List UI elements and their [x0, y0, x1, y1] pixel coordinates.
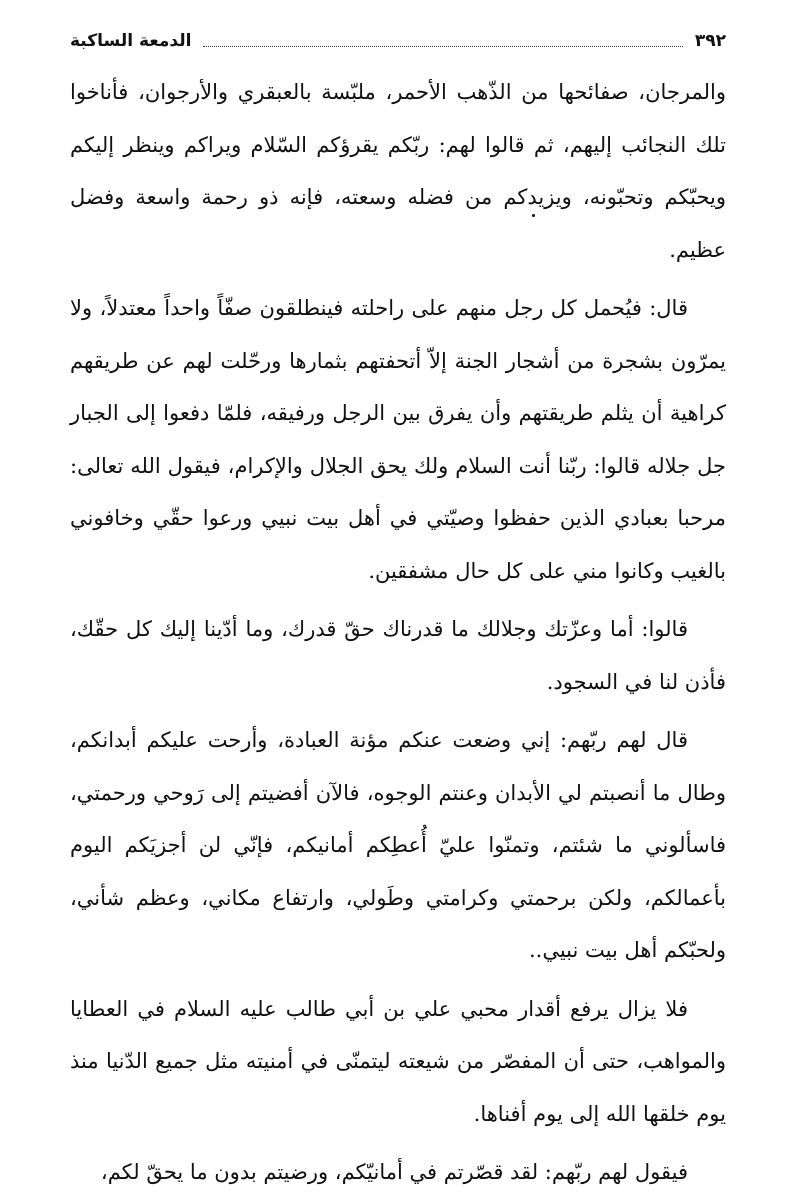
header-dotted-leader [203, 34, 682, 47]
paragraph: قالوا: أما وعزّتك وجلالك ما قدرناك حقّ قدرك، وما أدّينا إليك كل حقّك، فأذن لنا في السجود. [70, 617, 726, 694]
print-speck [532, 214, 535, 217]
page-body-text [70, 66, 726, 1199]
paragraph: قال لهم ربّهم: إني وضعت عنكم مؤنة العبادة، وأرحت عليكم أبدانكم، وطال ما أنصبتم لي الأبدان وعنتم الوجوه، فالآن أفضيتم إلى رَوحي ورحمتي، فاسألوني ما شئتم، وتمنّوا عليّ أُعطِكم أمانيكم، فإنّي لن أجزيَكم اليوم بأعمالكم، ولكن برحمتي وكرامتي وطَولي، وارتفاع مكاني، وعظم شأني، ولحبّكم أهل بيت نبيي.. [70, 728, 726, 962]
book-title: الدمعة الساكبة [70, 31, 192, 51]
paragraph: فلا يزال يرفع أقدار محبي علي بن أبي طالب عليه السلام في العطايا والمواهب، حتى أن المفصّر من شيعته ليتمنّى في أمنيته مثل جميع الدّنيا منذ يوم خلقها الله إلى يوم أفناها. [70, 996, 726, 1126]
paragraph: والمرجان، صفائحها من الذّهب الأحمر، ملبّسة بالعبقري والأرجوان، فأناخوا تلك النجائب إليهم، ثم قالوا لهم: ربّكم يقرؤكم السّلام ويراكم وينظر إليكم ويحبّكم وتحبّونه، ويزيدكم من فضله وسعته، فإنه ذو رحمة واسعة وفضل عظيم. [70, 80, 726, 262]
paragraph: قال: فيُحمل كل رجل منهم على راحلته فينطلقون صفّاً واحداً معتدلاً، ولا يمرّون بشجرة من أشجار الجنة إلاّ أتحفتهم بثمارها ورحّلت لهم عن طريقهم كراهية أن يثلم طريقتهم وأن يفرق بين الرجل ورفيقه، فلمّا دفعوا إلى الجبار جل جلاله قالوا: ربّنا أنت السلام ولك يحق الجلال والإكرام، فيقول الله تعالى: مرحبا بعبادي الذين حفظوا وصيّتي في أهل بيت نبيي ورعوا حقّي وخافوني بالغيب وكانوا مني على كل حال مشفقين. [70, 296, 726, 583]
running-header [70, 28, 726, 54]
paragraph: فيقول لهم ربّهم: لقد قصّرتم في أمانيّكم، ورضيتم بدون ما يحقّ لكم، [100, 1160, 688, 1184]
page-number: ٣٩٢ [694, 31, 726, 51]
